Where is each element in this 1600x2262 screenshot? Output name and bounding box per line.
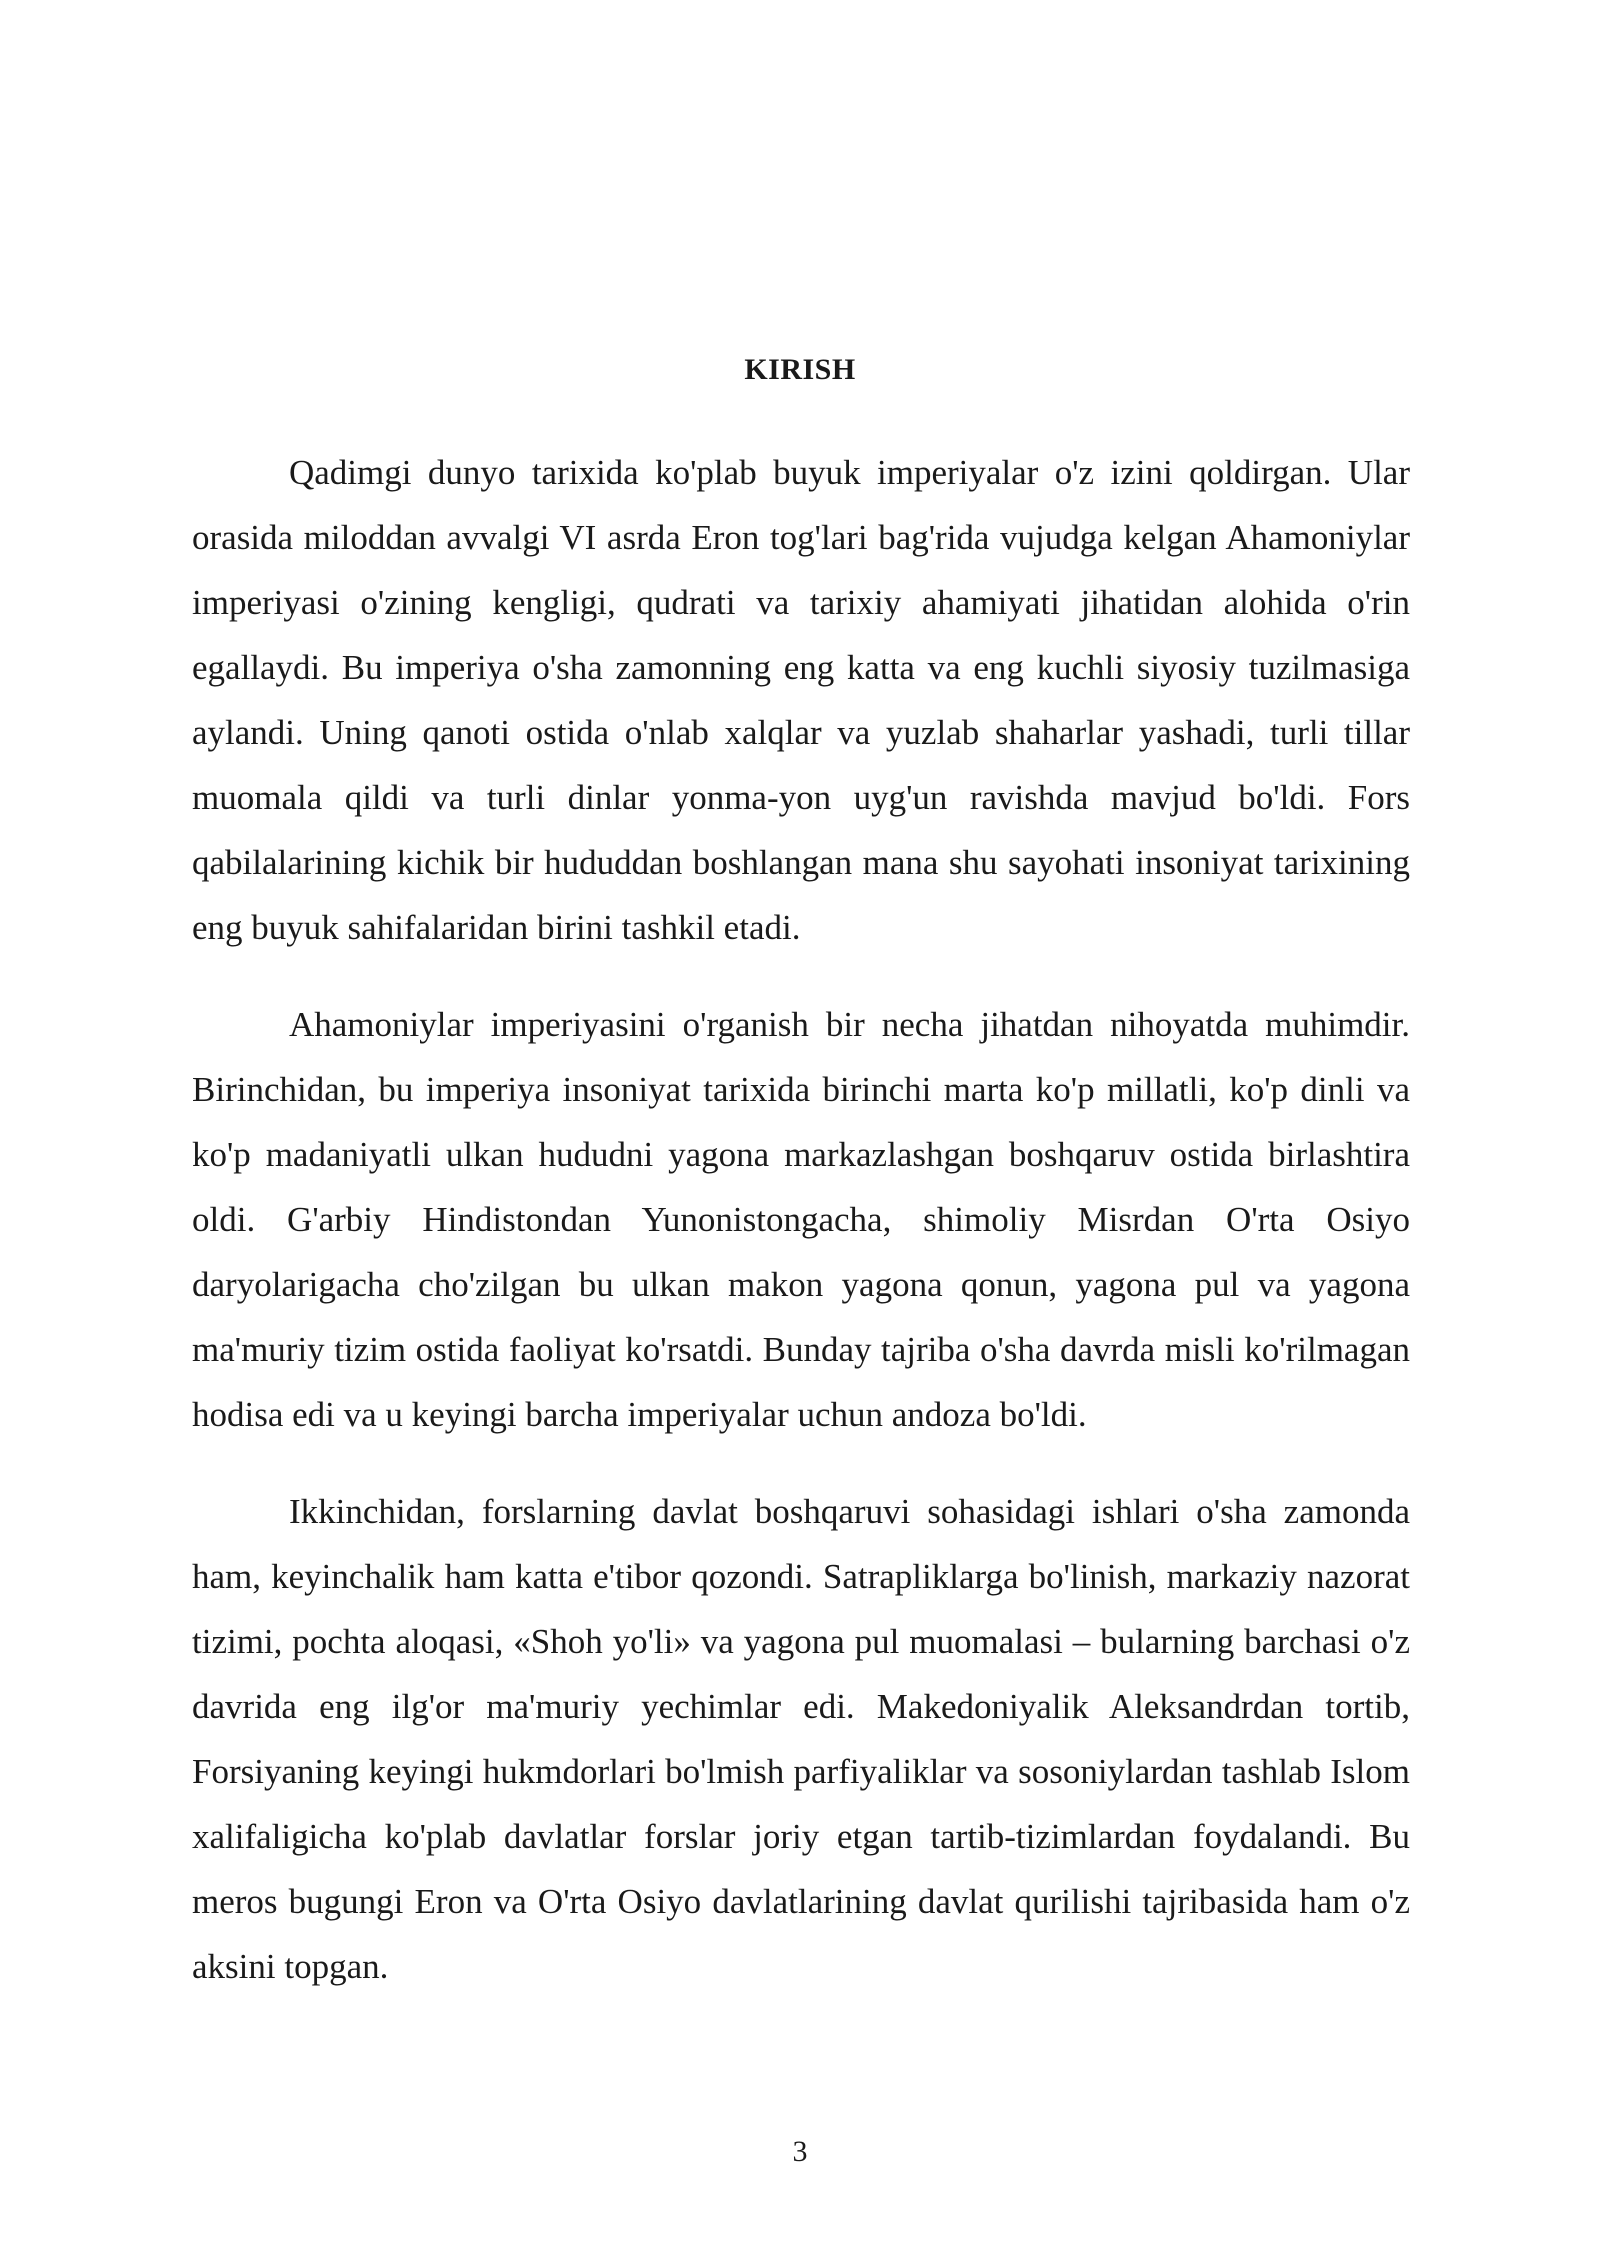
paragraph-3: Ikkinchidan, forslarning davlat boshqaruvi sohasidagi ishlari o'sha zamonda ham, keyinchalik ham katta e'tibor qozondi. Satrapliklarga bo'linish, markaziy nazorat tizimi, pochta aloqasi, «Shoh yo'li» va yagona pul muomalasi – bularning barchasi o'z davrida eng ilg'or ma'muriy yechimlar edi. Makedoniyalik Aleksandrdan tortib, Forsiyaning keyingi hukmdorlari bo'lmish parfiyaliklar va sosoniylardan tashlab Islom xalifaligicha ko'plab davlatlar forslar joriy etgan tartib-tizimlardan foydalandi. Bu meros bugungi Eron va O'rta Osiyo davlatlarining davlat qurilishi tajribasida ham o'z aksini topgan. xyxy=(192,1492,1410,1986)
page-number: 3 xyxy=(792,2135,808,2168)
body-text xyxy=(192,440,1410,2031)
paragraph-1: Qadimgi dunyo tarixida ko'plab buyuk imperiyalar o'z izini qoldirgan. Ular orasida miloddan avvalgi VI asrda Eron tog'lari bag'rida vujudga kelgan Ahamoniylar imperiyasi o'zining kengligi, qudrati va tarixiy ahamiyati jihatidan alohida o'rin egallaydi. Bu imperiya o'sha zamonning eng katta va eng kuchli siyosiy tuzilmasiga aylandi. Uning qanoti ostida o'nlab xalqlar va yuzlab shaharlar yashadi, turli tillar muomala qildi va turli dinlar yonma-yon uyg'un ravishda mavjud bo'ldi. Fors qabilalarining kichik bir hududdan boshlangan mana shu sayohati insoniyat tarixining eng buyuk sahifalaridan birini tashkil etadi. xyxy=(192,453,1410,947)
paragraph-2: Ahamoniylar imperiyasini o'rganish bir necha jihatdan nihoyatda muhimdir. Birinchidan, bu imperiya insoniyat tarixida birinchi marta ko'p millatli, ko'p dinli va ko'p madaniyatli ulkan hududni yagona markazlashgan boshqaruv ostida birlashtira oldi. G'arbiy Hindistondan Yunonistongacha, shimoliy Misrdan O'rta Osiyo daryolarigacha cho'zilgan bu ulkan makon yagona qonun, yagona pul va yagona ma'muriy tizim ostida faoliyat ko'rsatdi. Bunday tajriba o'sha davrda misli ko'rilmagan hodisa edi va u keyingi barcha imperiyalar uchun andoza bo'ldi. xyxy=(192,1005,1410,1434)
page-title: KIRISH xyxy=(744,353,856,386)
